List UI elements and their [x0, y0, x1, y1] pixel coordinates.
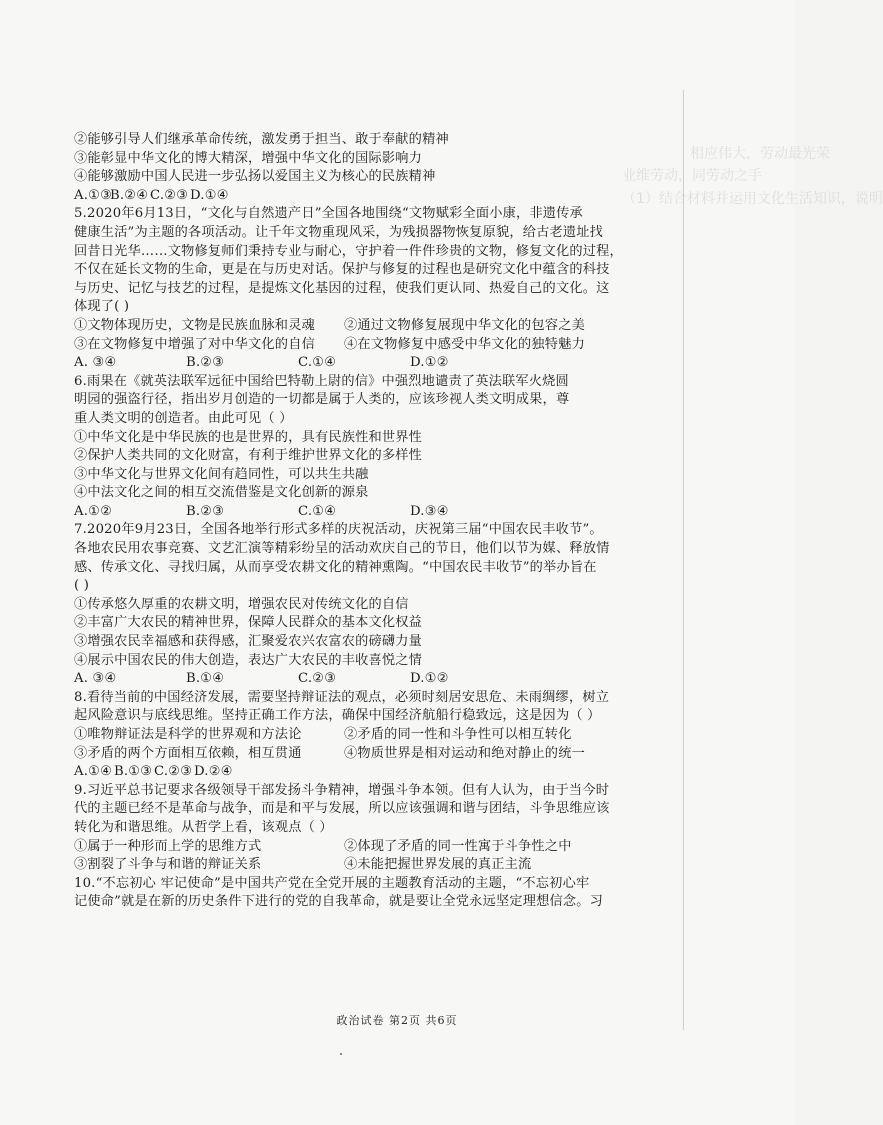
q9-option: ④未能把握世界发展的真正主流: [344, 857, 532, 873]
bleed-through-text: 业维劳动，同劳动之手: [622, 168, 762, 184]
answer-d: D.②④: [194, 764, 233, 780]
answer-c: C.②③: [298, 671, 337, 687]
answer-c: C.②③: [154, 764, 193, 780]
q4-answer-choices: [74, 187, 678, 206]
q5-option: ④在文物修复中感受中华文化的独特魅力: [344, 336, 585, 352]
q9-option: ②体现了矛盾的同一性寓于斗争性之中: [344, 838, 572, 854]
page-footer: 政治试卷 第2页 共6页: [336, 1014, 458, 1027]
q9-option-row: [74, 856, 678, 875]
bleed-through-text: 相应伟大，劳动最光荣: [690, 146, 830, 162]
q6-stem: 6.雨果在《就英法联军远征中国给巴特勒上尉的信》中强烈地谴责了英法联军火烧圆: [74, 373, 569, 389]
q9-option: ③割裂了斗争与和谐的辩证关系: [74, 857, 262, 873]
answer-b: B.②③: [186, 503, 225, 519]
q7-answer-choices: [74, 670, 678, 689]
q7-stem: 各地农民用农事竞赛、文艺汇演等精彩纷呈的活动欢庆自己的节日，他们以节为媒、释放情: [74, 541, 610, 557]
answer-a: A.①②: [74, 503, 113, 519]
answer-c: C.①④: [298, 503, 337, 519]
q6-option: ④中法文化之间的相互交流借鉴是文化创新的源泉: [74, 485, 369, 501]
q7-stem: 感、传承文化、寻找归属，从而享受农耕文化的精神熏陶。“中国农民丰收节”的举办旨在: [74, 559, 597, 575]
q6-answer-choices: [74, 503, 678, 522]
answer-a: A.①③: [74, 187, 113, 203]
q6-option: ③中华文化与世界文化间有趋同性，可以共生共融: [74, 466, 369, 482]
q5-stem: 5.2020年6月13日，“文化与自然遗产日”全国各地围绕“文物赋彩全面小康，非遗传承: [74, 206, 583, 222]
q6-option: ①中华文化是中华民族的也是世界的，具有民族性和世界性: [74, 429, 423, 445]
q4-option: ④能够激励中国人民进一步弘扬以爱国主义为核心的民族精神: [74, 169, 436, 185]
scan-speck: [340, 1053, 342, 1055]
q9-stem: 9.习近平总书记要求各级领导干部发扬斗争精神，增强斗争本领。但有人认为，由于当今时: [74, 782, 610, 798]
q9-stem: 代的主题已经不是革命与战争，而是和平与发展，所以应该强调和谐与团结，斗争思维应该: [74, 801, 610, 817]
q5-answer-choices: [74, 354, 678, 373]
answer-d: D.①②: [410, 355, 449, 371]
q5-option: ②通过文物修复展现中华文化的包容之美: [344, 317, 585, 333]
q5-stem: 回昔日光华……文物修复师们秉持专业与耐心，守护着一件件珍贵的文物，修复文化的过程，: [74, 243, 623, 259]
answer-b: B.②④: [110, 187, 149, 203]
q7-stem: ( ): [74, 578, 90, 594]
q4-option: ②能够引导人们继承革命传统，激发勇于担当、敢于奉献的精神: [74, 132, 449, 147]
q9-option: ①属于一种形而上学的思维方式: [74, 838, 262, 854]
q8-option: ②矛盾的同一性和斗争性可以相互转化: [344, 727, 572, 742]
q8-option: ④物质世界是相对运动和绝对静止的统一: [344, 745, 585, 761]
q6-stem: 明园的强盗行径，指出岁月创造的一切都是属于人类的，应该珍视人类文明成果，尊: [74, 392, 570, 408]
answer-c: C.②③: [150, 187, 189, 203]
bleed-through-text: （1）结合材料并运用文化生活知识，说明: [622, 191, 883, 207]
q7-stem: 7.2020年9月23日，全国各地举行形式多样的庆祝活动，庆祝第三届“中国农民丰收节”。: [74, 522, 603, 538]
answer-d: D.①④: [190, 187, 229, 203]
answer-d: D.③④: [410, 503, 449, 519]
q10-stem: 记使命”就是在新的历史条件下进行的党的自我革命，就是要让全党永远坚定理想信念。习: [74, 894, 604, 910]
q5-option: ①文物体现历史，文物是民族血脉和灵魂: [74, 317, 315, 333]
page-fold-line: [683, 90, 684, 1030]
q8-option-row: [74, 745, 678, 764]
q7-option: ④展示中国农民的伟大创造，表达广大农民的丰收喜悦之情: [74, 652, 423, 668]
answer-c: C.①④: [298, 355, 337, 371]
answer-a: A.①④: [74, 764, 113, 780]
question-content: [74, 131, 678, 912]
q5-stem: 不仅在延长文物的生命，更是在与历史对话。保护与修复的过程也是研究文化中蕴含的科技: [74, 262, 610, 278]
answer-b: B.②③: [186, 355, 225, 371]
q5-stem: 体现了( ): [74, 299, 130, 315]
q8-stem: 8.看待当前的中国经济发展，需要坚持辩证法的观点，必须时刻居安思危、未雨绸缪，树立: [74, 689, 610, 705]
q7-option: ③增强农民幸福感和获得感，汇聚爱农兴农富农的磅礴力量: [74, 634, 423, 650]
answer-b: B.①④: [186, 671, 225, 687]
q5-stem: 健康生活”为主题的各项活动。让千年文物重现风采，为残损器物恢复原貌，给古老遗址找: [74, 224, 604, 240]
q5-option-row: [74, 317, 678, 336]
answer-d: D.①②: [410, 671, 449, 687]
q4-option: ③能彰显中华文化的博大精深，增强中华文化的国际影响力: [74, 150, 423, 166]
q9-stem: 转化为和谐思维。从哲学上看，该观点（ ）: [74, 819, 333, 835]
q8-stem: 起风险意识与底线思维。坚持正确工作方法，确保中国经济航船行稳致远，这是因为（ ）: [74, 708, 601, 724]
q5-stem: 与历史、记忆与技艺的过程，是提炼文化基因的过程，使我们更认同、热爱自己的文化。这: [74, 280, 610, 296]
q10-stem: 10.“不忘初心 牢记使命”是中国共产党在全党开展的主题教育活动的主题，“不忘初心牢: [74, 875, 590, 891]
q8-option: ①唯物辩证法是科学的世界观和方法论: [74, 727, 302, 742]
q6-option: ②保护人类共同的文化财富，有利于维护世界文化的多样性: [74, 448, 423, 464]
q7-option: ②丰富广大农民的精神世界，保障人民群众的基本文化权益: [74, 615, 423, 631]
q8-answer-choices: [74, 763, 678, 782]
answer-a: A. ③④: [74, 355, 117, 371]
q8-option-row: [74, 726, 678, 745]
q5-option: ③在文物修复中增强了对中华文化的自信: [74, 336, 315, 352]
q5-option-row: [74, 336, 678, 355]
q9-option-row: [74, 838, 678, 857]
answer-a: A. ③④: [74, 671, 117, 687]
answer-b: B.①③: [114, 764, 153, 780]
q7-option: ①传承悠久厚重的农耕文明，增强农民对传统文化的自信: [74, 596, 409, 612]
q8-option: ③矛盾的两个方面相互依赖，相互贯通: [74, 745, 302, 761]
q6-stem: 重人类文明的创造者。由此可见（ ）: [74, 410, 293, 426]
